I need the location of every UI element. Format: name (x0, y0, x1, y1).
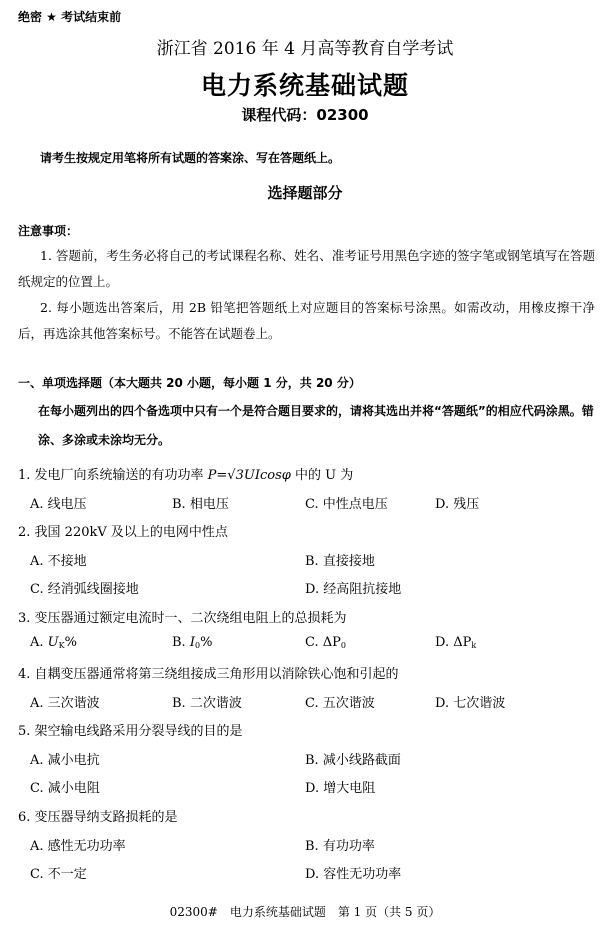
course-code: 课程代码：02300 (241, 106, 369, 124)
question-stem: 4. 自耦变压器通常将第三绕组接成三角形用以消除铁心饱和引起的 (18, 667, 399, 682)
exam-title: 浙江省 2016 年 4 月高等教育自学考试 (156, 39, 454, 59)
question-stem-prefix: 1. 发电厂向系统输送的有功功率 (18, 468, 208, 483)
question-stem: 2. 我国 220kV 及以上的电网中性点 (18, 525, 228, 540)
option-b: B. $I_0\%$ (172, 635, 213, 650)
part-title: 选择题部分 (267, 184, 343, 202)
question-stem (18, 464, 353, 483)
secret-label: 绝密 ★ 考试结束前 (18, 10, 122, 24)
option-c: C. 五次谐波 (305, 696, 375, 711)
option-d: D. 容性无功功率 (305, 867, 402, 882)
option-a: A. 感性无功功率 (30, 839, 126, 854)
option-b: B. 减小线路截面 (305, 753, 401, 768)
paper-title: 电力系统基础试题 (200, 71, 409, 100)
option-a: A. $U_K\%$ (30, 635, 77, 650)
option-d: D. 残压 (435, 497, 480, 512)
section-heading: 一、单项选择题（本大题共 20 小题，每小题 1 分，共 20 分） (18, 376, 361, 390)
option-c: C. 经消弧线圈接地 (30, 582, 139, 597)
question-stem: 6. 变压器导纳支路损耗的是 (18, 810, 178, 825)
option-a: A. 线电压 (30, 497, 87, 512)
option-a: A. 三次谐波 (30, 696, 100, 711)
option-a: A. 减小电抗 (30, 753, 100, 768)
notes-title: 注意事项： (18, 224, 79, 238)
option-b: B. 直接接地 (305, 554, 375, 569)
option-d: D. 经高阻抗接地 (305, 582, 402, 597)
page-footer: 02300# 电力系统基础试题 第 1 页（共 5 页） (169, 905, 441, 919)
option-b: B. 相电压 (172, 497, 229, 512)
option-a: A. 不接地 (30, 554, 87, 569)
option-c: C. 不一定 (30, 867, 87, 882)
option-b: B. 有功功率 (305, 839, 375, 854)
option-d: D. $\Delta P_k$ (435, 635, 477, 650)
question-stem-suffix: 中的 U 为 (290, 468, 354, 483)
option-d: D. 增大电阻 (305, 781, 376, 796)
option-c: C. 减小电阻 (30, 781, 100, 796)
option-c: C. $\Delta P_0$ (305, 635, 346, 650)
note-item: 2. 每小题选出答案后，用 2B 铅笔把答题纸上对应题目的答案标号涂黑。如需改动，用橡皮擦干净后，再选涂其他答案标号。不能答在试题卷上。 (18, 300, 595, 341)
section-description: 在每小题列出的四个备选项中只有一个是符合题目要求的，请将其选出并将“答题纸”的相应代码涂黑。错涂、多涂或未涂均无分。 (38, 404, 594, 447)
question-stem: 5. 架空输电线路采用分裂导线的目的是 (18, 724, 243, 739)
option-d: D. 七次谐波 (435, 696, 506, 711)
option-c: C. 中性点电压 (305, 497, 388, 512)
power-formula: P=√3UIcosφ (207, 468, 291, 483)
option-b: B. 二次谐波 (172, 696, 242, 711)
note-item: 1. 答题前，考生务必将自己的考试课程名称、姓名、准考证号用黑色字迹的签字笔或钢笔填写在答题纸规定的位置上。 (18, 248, 595, 289)
answer-instruction: 请考生按规定用笔将所有试题的答案涂、写在答题纸上。 (40, 151, 341, 165)
question-stem: 3. 变压器通过额定电流时一、二次绕组电阻上的总损耗为 (18, 611, 347, 626)
